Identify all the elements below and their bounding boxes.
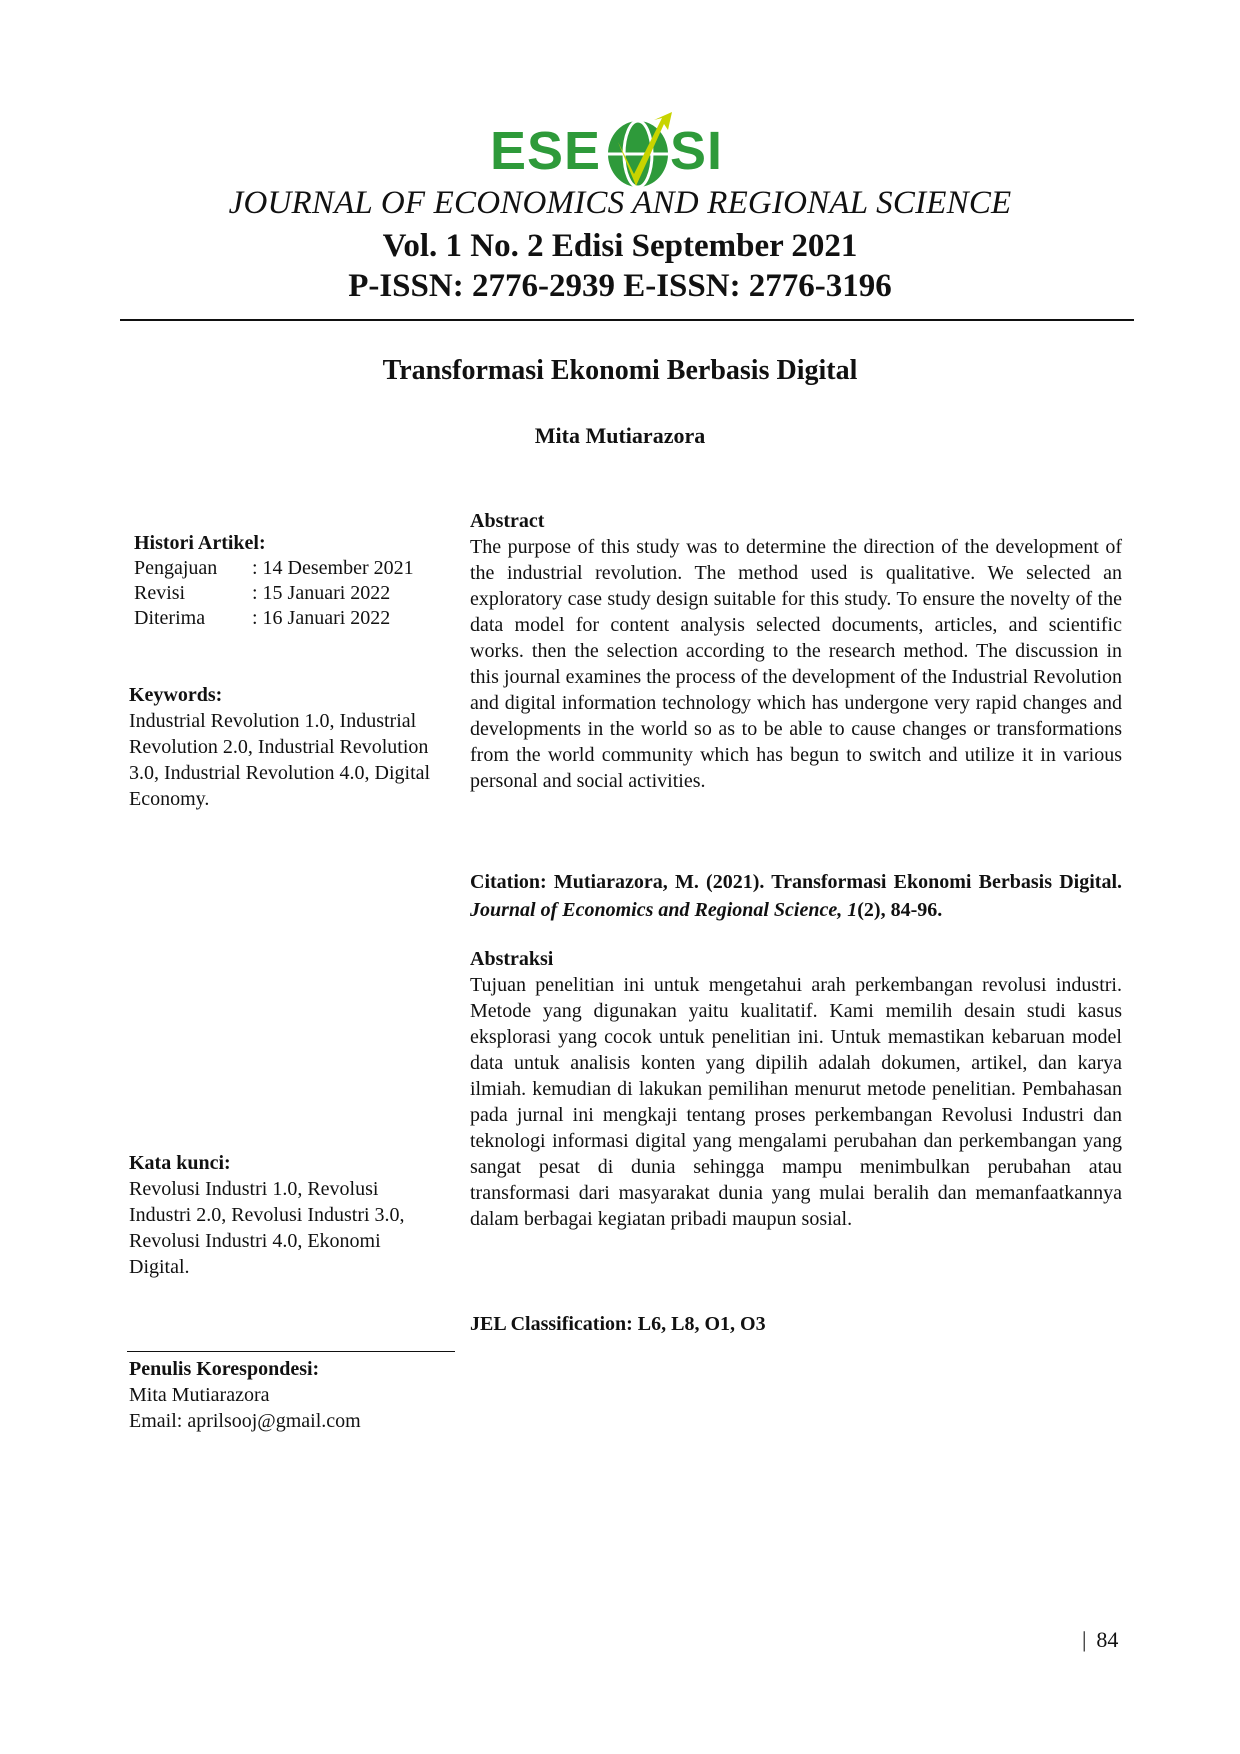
globe-logo-icon [600,112,680,190]
kata-kunci-heading: Kata kunci: [129,1152,231,1174]
article-history-table [134,556,414,631]
abstract-section [470,508,1122,794]
correspondence-name: Mita Mutiarazora [129,1384,270,1406]
header-divider [120,319,1134,321]
footer-separator: | [1082,1627,1087,1652]
abstraksi-heading: Abstraksi [470,948,554,970]
history-value: : 15 Januari 2022 [252,582,391,604]
correspondence-divider [127,1351,455,1352]
keywords-section [129,682,441,812]
paper-title: Transformasi Ekonomi Berbasis Digital [382,355,858,386]
keywords-heading: Keywords: [129,684,223,706]
history-value: : 16 Januari 2022 [252,607,391,629]
jel-classification: JEL Classification: L6, L8, O1, O3 [470,1313,766,1335]
history-label: Revisi [134,582,186,604]
article-history-heading: Histori Artikel: [134,532,266,554]
kata-kunci-section [129,1150,429,1280]
history-value: : 14 Desember 2021 [252,557,414,579]
abstraksi-text: Tujuan penelitian ini untuk mengetahui arah perkembangan revolusi industri. Metode yang digunakan yaitu kualitatif. Kami memilih desain studi kasus eksplorasi yang cocok untuk penelitian ini. Untuk memastikan kebaruan model data untuk analisis konten yang dipilih adalah dokumen, artikel, dan karya ilmiah. kemudian di lakukan pemilihan menurut metode penelitian. Pembahasan pada jurnal ini mengkaji tentang proses perkembangan Revolusi Industri dan teknologi informasi digital yang mengalami perubahan dan perkembangan yang sangat pesat di dunia sehingga mampu menimbulkan perubahan atau transformasi dari masyarakat dunia yang mulai beralih dan memanfaatkannya dalam berbagai kegiatan pribadi maupun sosial. [470,974,1122,1230]
correspondence-email: Email: aprilsooj@gmail.com [129,1410,361,1432]
correspondence-heading: Penulis Korespondesi: [129,1358,320,1380]
history-row [134,556,414,581]
page-number: 84 [1096,1627,1119,1652]
history-label: Diterima [134,607,206,629]
correspondence-section [129,1356,459,1434]
journal-name: JOURNAL OF ECONOMICS AND REGIONAL SCIENCE [228,185,1012,221]
abstract-heading: Abstract [470,510,545,532]
journal-volume: Vol. 1 No. 2 Edisi September 2021 [382,228,858,264]
citation [470,868,1122,924]
journal-logo [490,112,730,192]
logo-text-left: ESE [490,121,602,181]
article-history [134,530,454,631]
paper-author: Mita Mutiarazora [534,423,706,448]
citation-suffix: (2), 84-96. [857,899,943,921]
keywords-text: Industrial Revolution 1.0, Industrial Revolution 2.0, Industrial Revolution 3.0, Industrial Revolution 4.0, Digital Economy. [129,710,431,810]
abstraksi-section [470,946,1122,1232]
journal-issn: P-ISSN: 2776-2939 E-ISSN: 2776-3196 [348,268,892,304]
history-row [134,606,414,631]
kata-kunci-text: Revolusi Industri 1.0, Revolusi Industri 2.0, Revolusi Industri 3.0, Revolusi Industri 4.0, Ekonomi Digital. [129,1178,405,1278]
logo-text-right: SI [670,121,724,181]
history-row [134,581,414,606]
page-footer [1082,1627,1118,1653]
abstract-text: The purpose of this study was to determine the direction of the development of the industrial revolution. The method used is qualitative. We selected an exploratory case study design suitable for this study. To ensure the novelty of the data model for content analysis selected documents, articles, and scientific works. then the selection according to the research method. The discussion in this journal examines the process of the development of the Industrial Revolution and digital information technology which has undergone very rapid changes and developments in the world so as to be able to cause changes or transformations from the world community which has begun to switch and utilize it in various personal and social activities. [470,536,1122,792]
history-label: Pengajuan [134,557,218,579]
citation-prefix: Citation: Mutiarazora, M. (2021). Transformasi Ekonomi Berbasis Digital. [470,871,1122,893]
citation-journal: Journal of Economics and Regional Science, 1 [470,899,858,921]
